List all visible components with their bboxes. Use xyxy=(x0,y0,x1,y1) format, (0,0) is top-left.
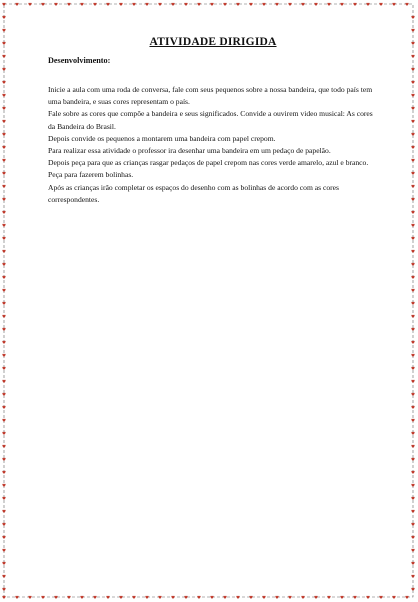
heart-icon xyxy=(411,354,414,357)
heart-icon xyxy=(340,3,343,6)
heart-icon xyxy=(411,263,414,266)
heart-icon xyxy=(379,3,382,6)
heart-icon xyxy=(411,133,414,136)
heart-icon xyxy=(288,3,291,6)
heart-icon xyxy=(223,3,226,6)
heart-icon xyxy=(353,596,356,599)
heart-icon xyxy=(15,596,18,599)
heart-icon xyxy=(223,596,226,599)
heart-icon xyxy=(262,596,265,599)
heart-icon xyxy=(2,419,5,422)
heart-icon xyxy=(411,458,414,461)
heart-icon xyxy=(106,3,109,6)
heart-icon xyxy=(405,596,408,599)
heart-icon xyxy=(288,596,291,599)
heart-icon xyxy=(411,523,414,526)
heart-icon xyxy=(28,596,31,599)
heart-icon xyxy=(411,224,414,227)
document-body xyxy=(48,36,378,206)
heart-icon xyxy=(366,596,369,599)
heart-icon xyxy=(301,3,304,6)
heart-icon xyxy=(262,3,265,6)
heart-icon xyxy=(106,596,109,599)
heart-icon xyxy=(2,94,5,97)
paragraph: Inicie a aula com uma roda de conversa, fale com seus pequenos sobre a nossa bandeira, que todo país tem uma bandeira, e suas cores representam o país. xyxy=(48,85,373,107)
heart-icon xyxy=(28,3,31,6)
heart-icon xyxy=(301,596,304,599)
heart-icon xyxy=(249,596,252,599)
heart-icon xyxy=(145,596,148,599)
heart-icon xyxy=(405,3,408,6)
heart-icon xyxy=(67,596,70,599)
heart-icon xyxy=(80,3,83,6)
heart-icon xyxy=(2,354,5,357)
document-title: ATIVIDADE DIRIGIDA xyxy=(149,36,277,48)
heart-icon xyxy=(2,523,5,526)
heart-icon xyxy=(411,159,414,162)
heart-icon xyxy=(67,3,70,6)
heart-icon xyxy=(2,198,5,201)
heart-icon xyxy=(314,596,317,599)
heart-icon xyxy=(119,3,122,6)
heart-icon xyxy=(41,596,44,599)
heart-icon xyxy=(353,3,356,6)
heart-icon xyxy=(54,3,57,6)
heart-icon xyxy=(2,29,5,32)
heart-icon xyxy=(411,549,414,552)
heart-icon xyxy=(392,3,395,6)
heart-icon xyxy=(314,3,317,6)
heart-icon xyxy=(411,328,414,331)
heart-icon xyxy=(379,596,382,599)
heart-icon xyxy=(197,596,200,599)
heart-icon xyxy=(2,68,5,71)
heart-icon xyxy=(93,596,96,599)
heart-icon xyxy=(327,3,330,6)
heart-icon xyxy=(2,328,5,331)
heart-icon xyxy=(411,393,414,396)
heart-icon xyxy=(41,3,44,6)
paragraph: Para realizar essa atividade o professor ira desenhar uma bandeira em um pedaço de papelão. xyxy=(48,146,331,156)
heart-icon xyxy=(171,3,174,6)
heart-icon xyxy=(2,484,5,487)
heart-icon xyxy=(411,198,414,201)
heart-icon xyxy=(411,94,414,97)
section-heading: Desenvolvimento: xyxy=(48,56,111,65)
heart-icon xyxy=(54,596,57,599)
heart-icon xyxy=(145,3,148,6)
heart-icon xyxy=(158,596,161,599)
heart-icon xyxy=(210,596,213,599)
heart-icon xyxy=(2,289,5,292)
heart-icon xyxy=(411,68,414,71)
heart-icon xyxy=(2,159,5,162)
heart-icon xyxy=(2,224,5,227)
heart-icon xyxy=(2,3,5,6)
heart-icon xyxy=(411,484,414,487)
heart-icon xyxy=(132,596,135,599)
heart-icon xyxy=(327,596,330,599)
heart-icon xyxy=(197,3,200,6)
heart-icon xyxy=(184,596,187,599)
heart-icon xyxy=(411,588,414,591)
heart-icon xyxy=(2,133,5,136)
heart-icon xyxy=(2,263,5,266)
paragraph: Depois peça para que as crianças rasgar pedaços de papel crepom nas cores verde amarelo, azul e branco. Peça para fazerem bolinhas. xyxy=(48,158,369,180)
heart-icon xyxy=(15,3,18,6)
heart-icon xyxy=(366,3,369,6)
paragraph: Depois convide os pequenos a montarem uma bandeira com papel crepom. xyxy=(48,133,276,143)
heart-icon xyxy=(411,419,414,422)
heart-icon xyxy=(2,458,5,461)
heart-icon xyxy=(119,596,122,599)
heart-icon xyxy=(411,29,414,32)
heart-icon xyxy=(210,3,213,6)
heart-icon xyxy=(184,3,187,6)
heart-icon xyxy=(2,549,5,552)
heart-icon xyxy=(171,596,174,599)
heart-icon xyxy=(249,3,252,6)
paragraph: Fale sobre as cores que compõe a bandeira e seus significados. Convide a ouvirem video musical: As cores da Bandeira do Brasil. xyxy=(48,109,373,131)
heart-icon xyxy=(275,3,278,6)
paragraph: Após as crianças irão completar os espaços do desenho com as bolinhas de acordo com as cores correspondentes. xyxy=(48,182,339,204)
heart-icon xyxy=(80,596,83,599)
heart-icon xyxy=(2,588,5,591)
heart-icon xyxy=(158,3,161,6)
heart-icon xyxy=(132,3,135,6)
heart-icon xyxy=(340,596,343,599)
heart-icon xyxy=(2,393,5,396)
heart-icon xyxy=(236,596,239,599)
heart-icon xyxy=(275,596,278,599)
heart-icon xyxy=(236,3,239,6)
heart-icon xyxy=(93,3,96,6)
heart-icon xyxy=(392,596,395,599)
heart-icon xyxy=(411,289,414,292)
